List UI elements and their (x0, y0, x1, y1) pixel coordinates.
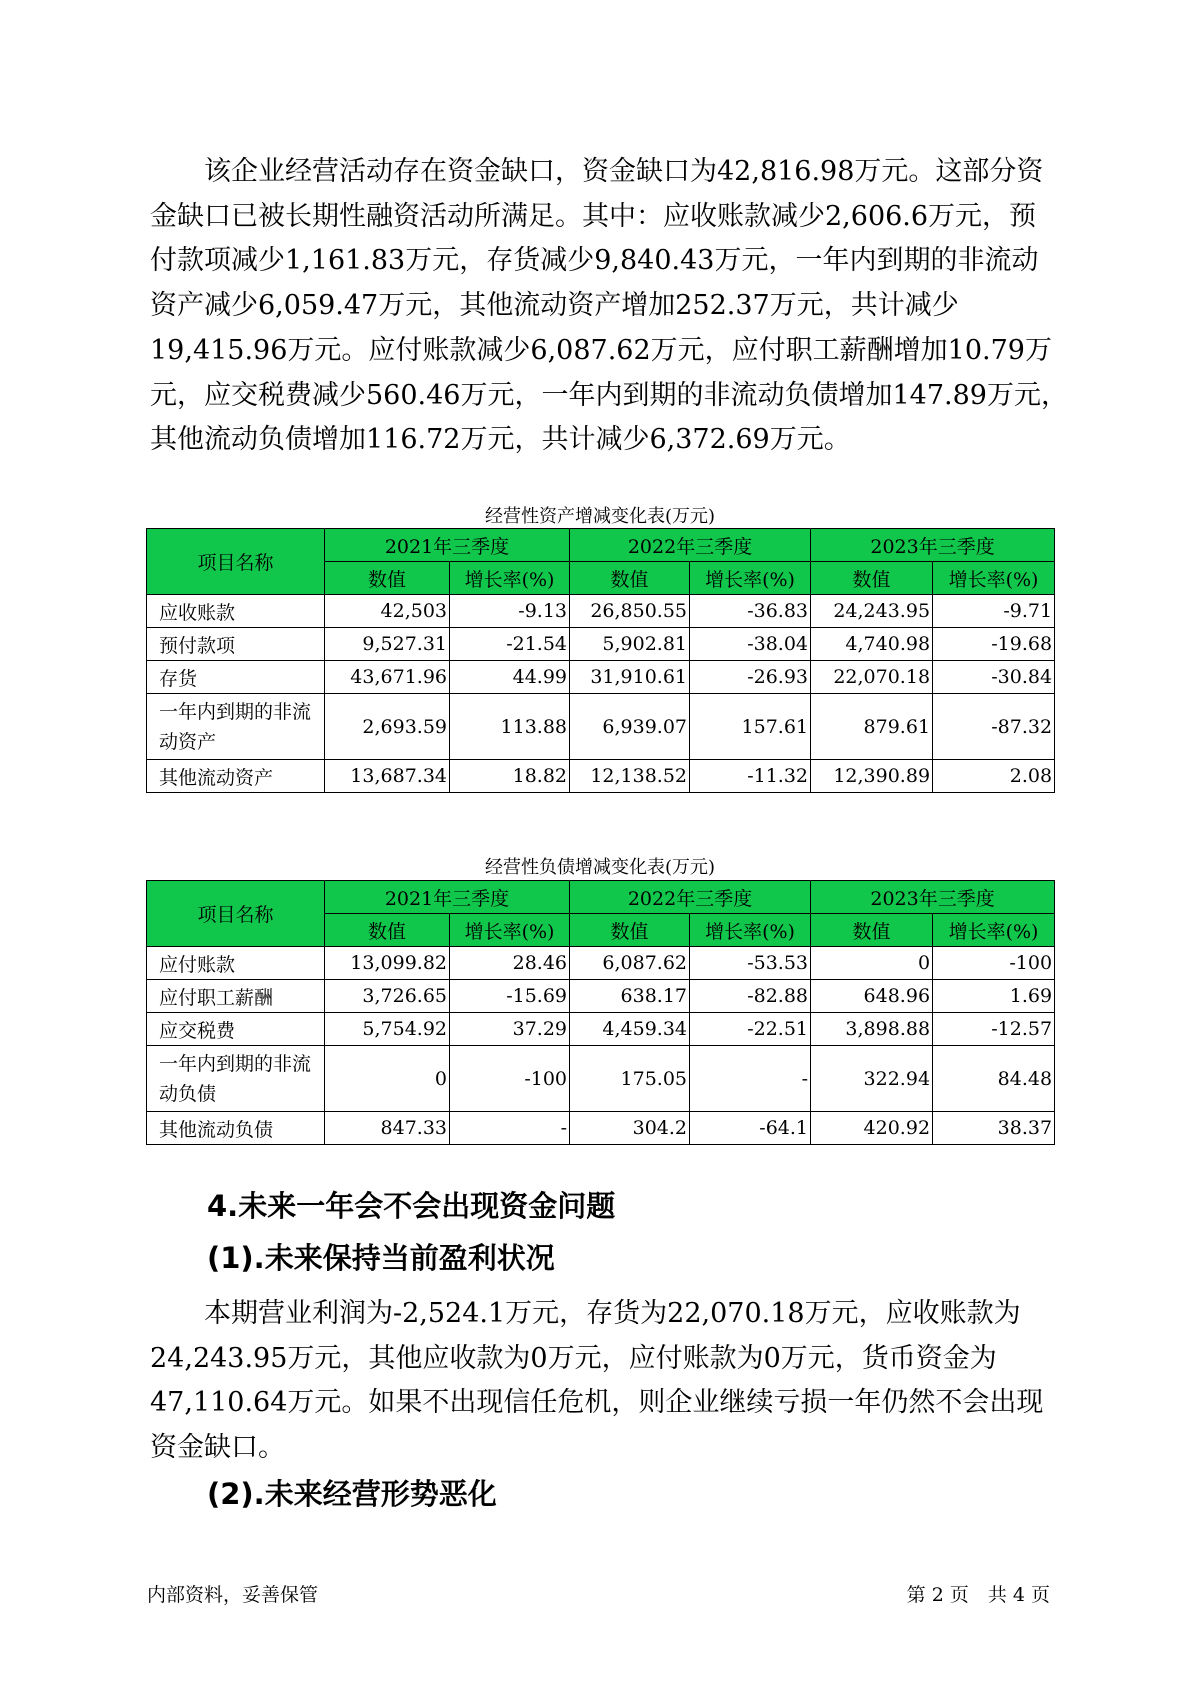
value-cell: 0 (325, 1046, 450, 1112)
value-cell: 22,070.18 (811, 661, 933, 694)
paragraph-line: 资产减少6,059.47万元，其他流动资产增加252.37万元，共计减少 (150, 290, 959, 322)
paragraph-profit-outlook (150, 1292, 1050, 1471)
row-item-name: 存货 (147, 661, 325, 694)
table-row (147, 1112, 1055, 1145)
table-row (147, 1013, 1055, 1046)
row-item-name: 应交税费 (147, 1013, 325, 1046)
rate-header: 增长率(%) (690, 562, 811, 595)
rate-cell: -64.1 (690, 1112, 811, 1145)
value-cell: 420.92 (811, 1112, 933, 1145)
rate-cell: 28.46 (450, 947, 570, 980)
rate-cell: -12.57 (933, 1013, 1055, 1046)
value-cell: 3,726.65 (325, 980, 450, 1013)
value-cell: 24,243.95 (811, 595, 933, 628)
row-item-name: 预付款项 (147, 628, 325, 661)
subsection-heading: (1).未来保持当前盈利状况 (207, 1241, 555, 1275)
rate-cell: 84.48 (933, 1046, 1055, 1112)
paragraph-line: 该企业经营活动存在资金缺口，资金缺口为42,816.98万元。这部分资 (150, 156, 1044, 187)
value-header: 数值 (811, 562, 933, 595)
footer-confidential: 内部资料，妥善保管 (147, 1584, 319, 1606)
value-cell: 42,503 (325, 595, 450, 628)
rate-cell: -19.68 (933, 628, 1055, 661)
period-header: 2023年三季度 (811, 881, 1055, 914)
paragraph-line: 付款项减少1,161.83万元，存货减少9,840.43万元，一年内到期的非流动 (150, 245, 1039, 277)
paragraph-line: 金缺口已被长期性融资活动所满足。其中：应收账款减少2,606.6万元，预 (150, 200, 1037, 232)
value-cell: 638.17 (570, 980, 690, 1013)
operating-assets-table (146, 528, 1055, 793)
period-header: 2023年三季度 (811, 529, 1055, 562)
table1-caption: 经营性资产增减变化表(万元) (484, 506, 716, 527)
rate-cell: - (450, 1112, 570, 1145)
paragraph-line: 19,415.96万元。应付账款减少6,087.62万元，应付职工薪酬增加10.79万 (150, 334, 1052, 366)
paragraph-funding-gap (150, 150, 1068, 463)
footer-page-number: 第 2 页 共 4 页 (906, 1584, 1050, 1606)
rate-header: 增长率(%) (690, 914, 811, 947)
rate-cell: 2.08 (933, 760, 1055, 793)
table-row (147, 760, 1055, 793)
table-row (147, 947, 1055, 980)
rate-cell: -21.54 (450, 628, 570, 661)
rate-cell: -100 (933, 947, 1055, 980)
value-cell: 648.96 (811, 980, 933, 1013)
rate-cell: 113.88 (450, 694, 570, 760)
rate-cell: -36.83 (690, 595, 811, 628)
item-name-header: 项目名称 (147, 529, 325, 595)
rate-header: 增长率(%) (933, 562, 1055, 595)
rate-cell: 38.37 (933, 1112, 1055, 1145)
rate-header: 增长率(%) (933, 914, 1055, 947)
row-item-name: 应收账款 (147, 595, 325, 628)
value-cell: 4,740.98 (811, 628, 933, 661)
value-cell: 9,527.31 (325, 628, 450, 661)
rate-cell: -53.53 (690, 947, 811, 980)
value-header: 数值 (570, 914, 690, 947)
value-cell: 26,850.55 (570, 595, 690, 628)
rate-cell: -9.13 (450, 595, 570, 628)
paragraph-line: 元，应交税费减少560.46万元，一年内到期的非流动负债增加147.89万元， (150, 379, 1068, 411)
value-cell: 0 (811, 947, 933, 980)
operating-liabilities-table (146, 880, 1055, 1145)
value-cell: 4,459.34 (570, 1013, 690, 1046)
subsection-heading: (2).未来经营形势恶化 (207, 1477, 497, 1511)
value-header: 数值 (811, 914, 933, 947)
value-cell: 12,390.89 (811, 760, 933, 793)
rate-cell: 37.29 (450, 1013, 570, 1046)
value-cell: 5,902.81 (570, 628, 690, 661)
rate-cell: -9.71 (933, 595, 1055, 628)
row-item-name: 一年内到期的非流动资产 (147, 694, 325, 760)
section-heading: 4.未来一年会不会出现资金问题 (207, 1189, 616, 1223)
value-cell: 304.2 (570, 1112, 690, 1145)
rate-cell: -82.88 (690, 980, 811, 1013)
paragraph-line: 其他流动负债增加116.72万元，共计减少6,372.69万元。 (150, 424, 851, 456)
value-cell: 5,754.92 (325, 1013, 450, 1046)
paragraph-line: 本期营业利润为-2,524.1万元，存货为22,070.18万元，应收账款为 (150, 1298, 1021, 1329)
row-item-name: 应付职工薪酬 (147, 980, 325, 1013)
value-cell: 2,693.59 (325, 694, 450, 760)
paragraph-line: 47,110.64万元。如果不出现信任危机，则企业继续亏损一年仍然不会出现 (150, 1387, 1044, 1419)
value-header: 数值 (570, 562, 690, 595)
value-cell: 322.94 (811, 1046, 933, 1112)
rate-cell: -38.04 (690, 628, 811, 661)
table-row (147, 661, 1055, 694)
rate-cell: 18.82 (450, 760, 570, 793)
rate-header: 增长率(%) (450, 914, 570, 947)
value-cell: 13,099.82 (325, 947, 450, 980)
table-row (147, 980, 1055, 1013)
row-item-name: 其他流动资产 (147, 760, 325, 793)
rate-header: 增长率(%) (450, 562, 570, 595)
rate-cell: - (690, 1046, 811, 1112)
table-row (147, 628, 1055, 661)
row-item-name: 一年内到期的非流动负债 (147, 1046, 325, 1112)
table2-caption: 经营性负债增减变化表(万元) (484, 857, 716, 878)
rate-cell: -22.51 (690, 1013, 811, 1046)
period-header: 2021年三季度 (325, 529, 570, 562)
row-item-name: 应付账款 (147, 947, 325, 980)
value-cell: 12,138.52 (570, 760, 690, 793)
value-header: 数值 (325, 914, 450, 947)
rate-cell: 157.61 (690, 694, 811, 760)
paragraph-line: 资金缺口。 (150, 1432, 285, 1464)
value-header: 数值 (325, 562, 450, 595)
value-cell: 43,671.96 (325, 661, 450, 694)
rate-cell: -11.32 (690, 760, 811, 793)
item-name-header: 项目名称 (147, 881, 325, 947)
value-cell: 879.61 (811, 694, 933, 760)
table-row (147, 694, 1055, 760)
table-row (147, 595, 1055, 628)
rate-cell: 1.69 (933, 980, 1055, 1013)
value-cell: 13,687.34 (325, 760, 450, 793)
row-item-name: 其他流动负债 (147, 1112, 325, 1145)
rate-cell: 44.99 (450, 661, 570, 694)
value-cell: 847.33 (325, 1112, 450, 1145)
value-cell: 6,087.62 (570, 947, 690, 980)
value-cell: 6,939.07 (570, 694, 690, 760)
period-header: 2022年三季度 (570, 881, 811, 914)
period-header: 2022年三季度 (570, 529, 811, 562)
value-cell: 31,910.61 (570, 661, 690, 694)
table-row (147, 1046, 1055, 1112)
value-cell: 175.05 (570, 1046, 690, 1112)
rate-cell: -100 (450, 1046, 570, 1112)
rate-cell: -26.93 (690, 661, 811, 694)
paragraph-line: 24,243.95万元，其他应收款为0万元，应付账款为0万元，货币资金为 (150, 1342, 997, 1374)
rate-cell: -87.32 (933, 694, 1055, 760)
rate-cell: -30.84 (933, 661, 1055, 694)
rate-cell: -15.69 (450, 980, 570, 1013)
value-cell: 3,898.88 (811, 1013, 933, 1046)
period-header: 2021年三季度 (325, 881, 570, 914)
